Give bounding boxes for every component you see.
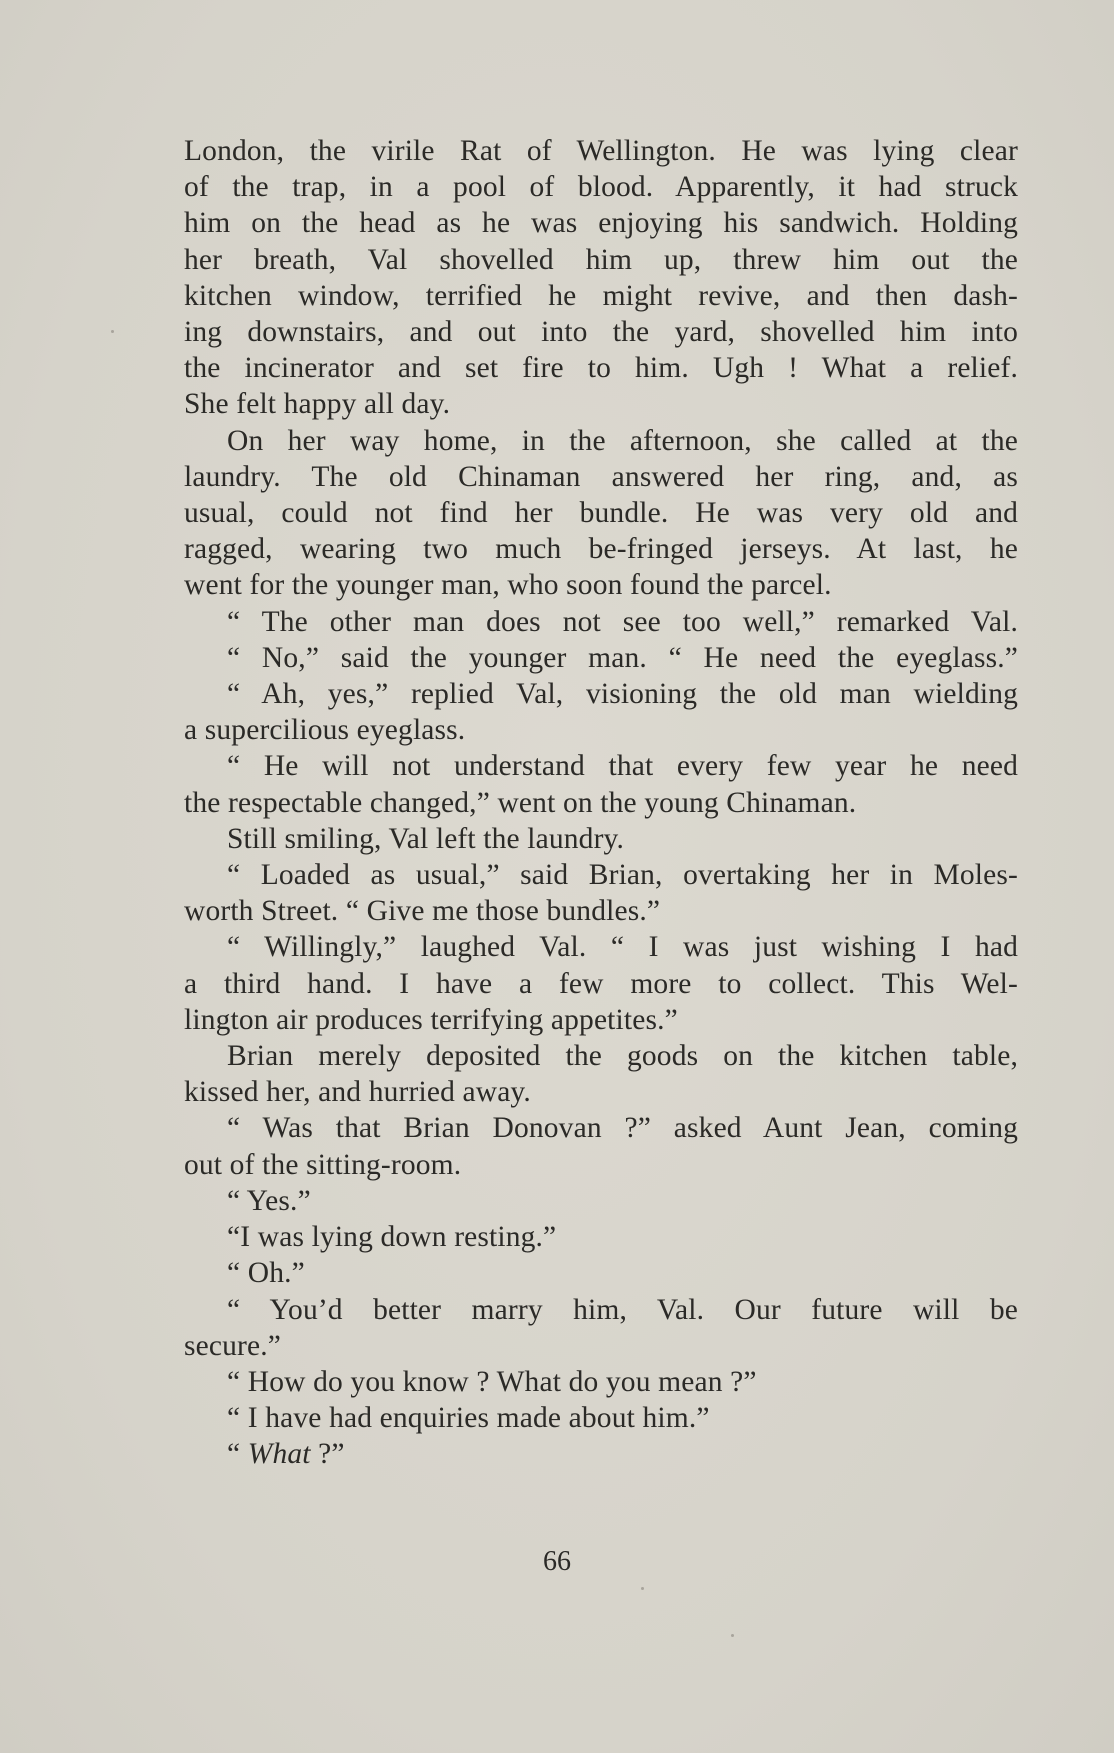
paper-speck [111,330,114,333]
text-line: “ No,” said the younger man. “ He need the eyeglass.” [227,641,1018,674]
paper-speck [641,1587,644,1590]
text-line: “ How do you know ? What do you mean ?” [227,1365,757,1398]
quote-close: ?” [310,1438,345,1471]
text-line: She felt happy all day. [184,388,451,421]
text-line: “ Loaded as usual,” said Brian, overtaking her in Moles- [227,859,1018,892]
text-line: London, the virile Rat of Wellington. He was lying clear [184,135,1018,167]
page-number: 66 [543,1546,571,1577]
quote-open: “ [227,1438,248,1471]
text-line: “I was lying down resting.” [227,1221,557,1254]
text-line: worth Street. “ Give me those bundles.” [184,895,661,928]
text-line: the incinerator and set fire to him. Ugh ! What a relief. [184,352,1018,385]
text-line: kitchen window, terrified he might revive, and then dash- [184,279,1018,312]
text-line: kissed her, and hurried away. [184,1076,531,1109]
text-line: “ The other man does not see too well,” remarked Val. [227,605,1018,638]
text-line: a third hand. I have a few more to collect. This Wel- [184,967,1018,1000]
text-line: Brian merely deposited the goods on the kitchen table, [227,1040,1018,1073]
text-line: out of the sitting-room. [184,1148,462,1181]
text-line: of the trap, in a pool of blood. Apparently, it had struck [184,171,1018,204]
text-line: him on the head as he was enjoying his sandwich. Holding [184,207,1018,240]
text-line: lington air produces terrifying appetites.” [184,1003,678,1036]
text-line: “ Willingly,” laughed Val. “ I was just wishing I had [227,931,1018,964]
text-line: “ Oh.” [227,1257,305,1290]
text-line: usual, could not find her bundle. He was very old and [184,497,1018,530]
text-line: Still smiling, Val left the laundry. [227,822,625,855]
paper-speck [731,1634,734,1637]
text-line [184,1436,1018,1472]
text-line: ragged, wearing two much be-fringed jerseys. At last, he [184,533,1018,566]
text-line: secure.” [184,1329,282,1362]
text-line: On her way home, in the afternoon, she called at the [227,424,1018,457]
text-line: “ I have had enquiries made about him.” [227,1402,710,1435]
text-line: “ Ah, yes,” replied Val, visioning the old man wielding [227,678,1018,711]
text-line: ing downstairs, and out into the yard, shovelled him into [184,316,1018,349]
text-line: went for the younger man, who soon found the parcel. [184,569,832,602]
body-text [184,133,1018,1473]
text-line: the respectable changed,” went on the young Chinaman. [184,786,857,819]
text-line: “ You’d better marry him, Val. Our future will be [227,1293,1018,1326]
text-line: “ Yes.” [227,1184,311,1217]
italic-word: What [247,1438,311,1471]
text-line: laundry. The old Chinaman answered her ring, and, as [184,460,1018,493]
text-line: a supercilious eyeglass. [184,714,466,747]
text-line: her breath, Val shovelled him up, threw him out the [184,243,1018,276]
text-line: “ He will not understand that every few year he need [227,750,1018,783]
text-line: “ Was that Brian Donovan ?” asked Aunt Jean, coming [227,1112,1018,1145]
